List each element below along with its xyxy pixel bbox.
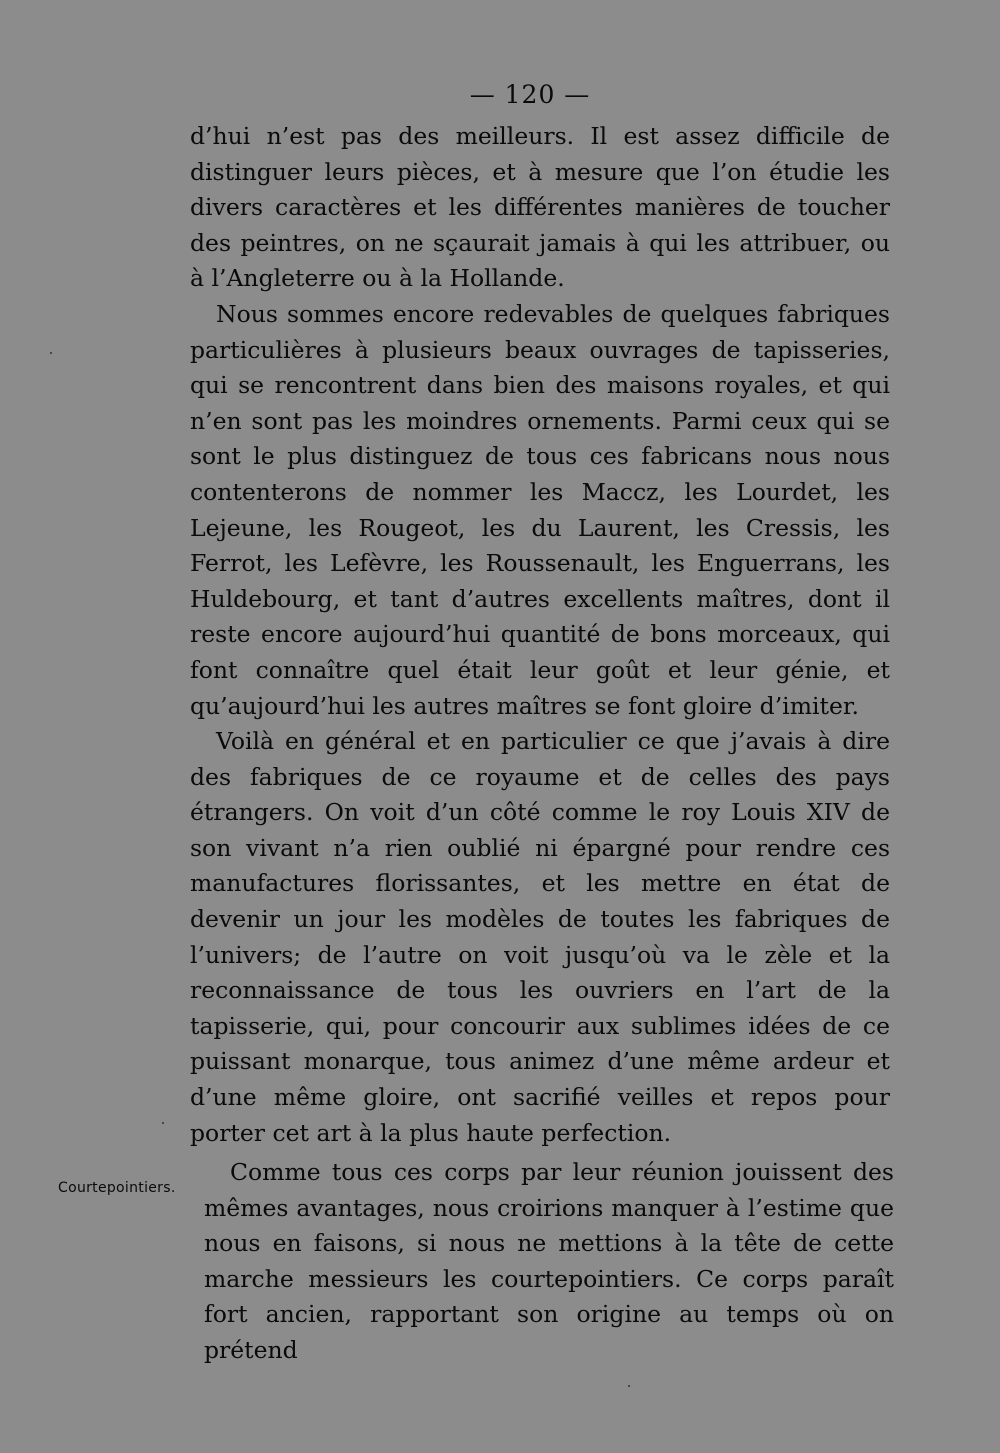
main-text bbox=[190, 119, 890, 1151]
margin-note: Courtepointiers. bbox=[58, 1180, 176, 1196]
page-number: — 120 — bbox=[469, 80, 591, 109]
paragraph-1: d’hui n’est pas des meilleurs. Il est assez difficile de distinguer leurs pièces, et à mesure que l’on étudie les divers caractères et les différentes manières de toucher des peintres, on ne sçaurait jamais à qui les attribuer, ou à l’Angleterre ou à la Hollande. bbox=[190, 122, 890, 293]
paragraph-2: Nous sommes encore redevables de quelques fabriques particulières à plusieurs beaux ouvrages de tapisseries, qui se rencontrent dans bien des maisons royales, et qui n’en sont pas les moindres ornements. Parmi ceux qui se sont le plus distinguez de tous ces fabricans nous nous contenterons de nommer les Maccz, les Lourdet, les Lejeune, les Rougeot, les du Laurent, les Cressis, les Ferrot, les Lefèvre, les Roussenault, les Enguerrans, les Huldebourg, et tant d’autres excellents maîtres, dont il reste encore aujourd’hui quantité de bons morceaux, qui font connaître quel était leur goût et leur génie, et qu’aujourd’hui les autres maîtres se font gloire d’imiter. bbox=[190, 299, 890, 720]
lower-text bbox=[204, 1155, 894, 1369]
speck bbox=[162, 1122, 164, 1124]
paragraph-4: Comme tous ces corps par leur réunion jouissent des mêmes avantages, nous croirions manquer à l’estime que nous en faisons, si nous ne mettions à la tête de cette marche messieurs les courtepointiers. Ce corps paraît fort ancien, rapportant son origine au temps où on prétend bbox=[204, 1158, 894, 1364]
speck bbox=[628, 1385, 630, 1387]
paragraph-3: Voilà en général et en particulier ce que j’avais à dire des fabriques de ce royaume et de celles des pays étrangers. On voit d’un côté comme le roy Louis XIV de son vivant n’a rien oublié ni épargné pour rendre ces manufactures florissantes, et les mettre en état de devenir un jour les modèles de toutes les fabriques de l’univers; de l’autre on voit jusqu’où va le zèle et la reconnaissance de tous les ouvriers en l’art de la tapisserie, qui, pour concourir aux sublimes idées de ce puissant monarque, tous animez d’une même ardeur et d’une même gloire, ont sacrifié veilles et repos pour porter cet art à la plus haute perfection. bbox=[190, 727, 890, 1147]
speck bbox=[50, 352, 52, 354]
